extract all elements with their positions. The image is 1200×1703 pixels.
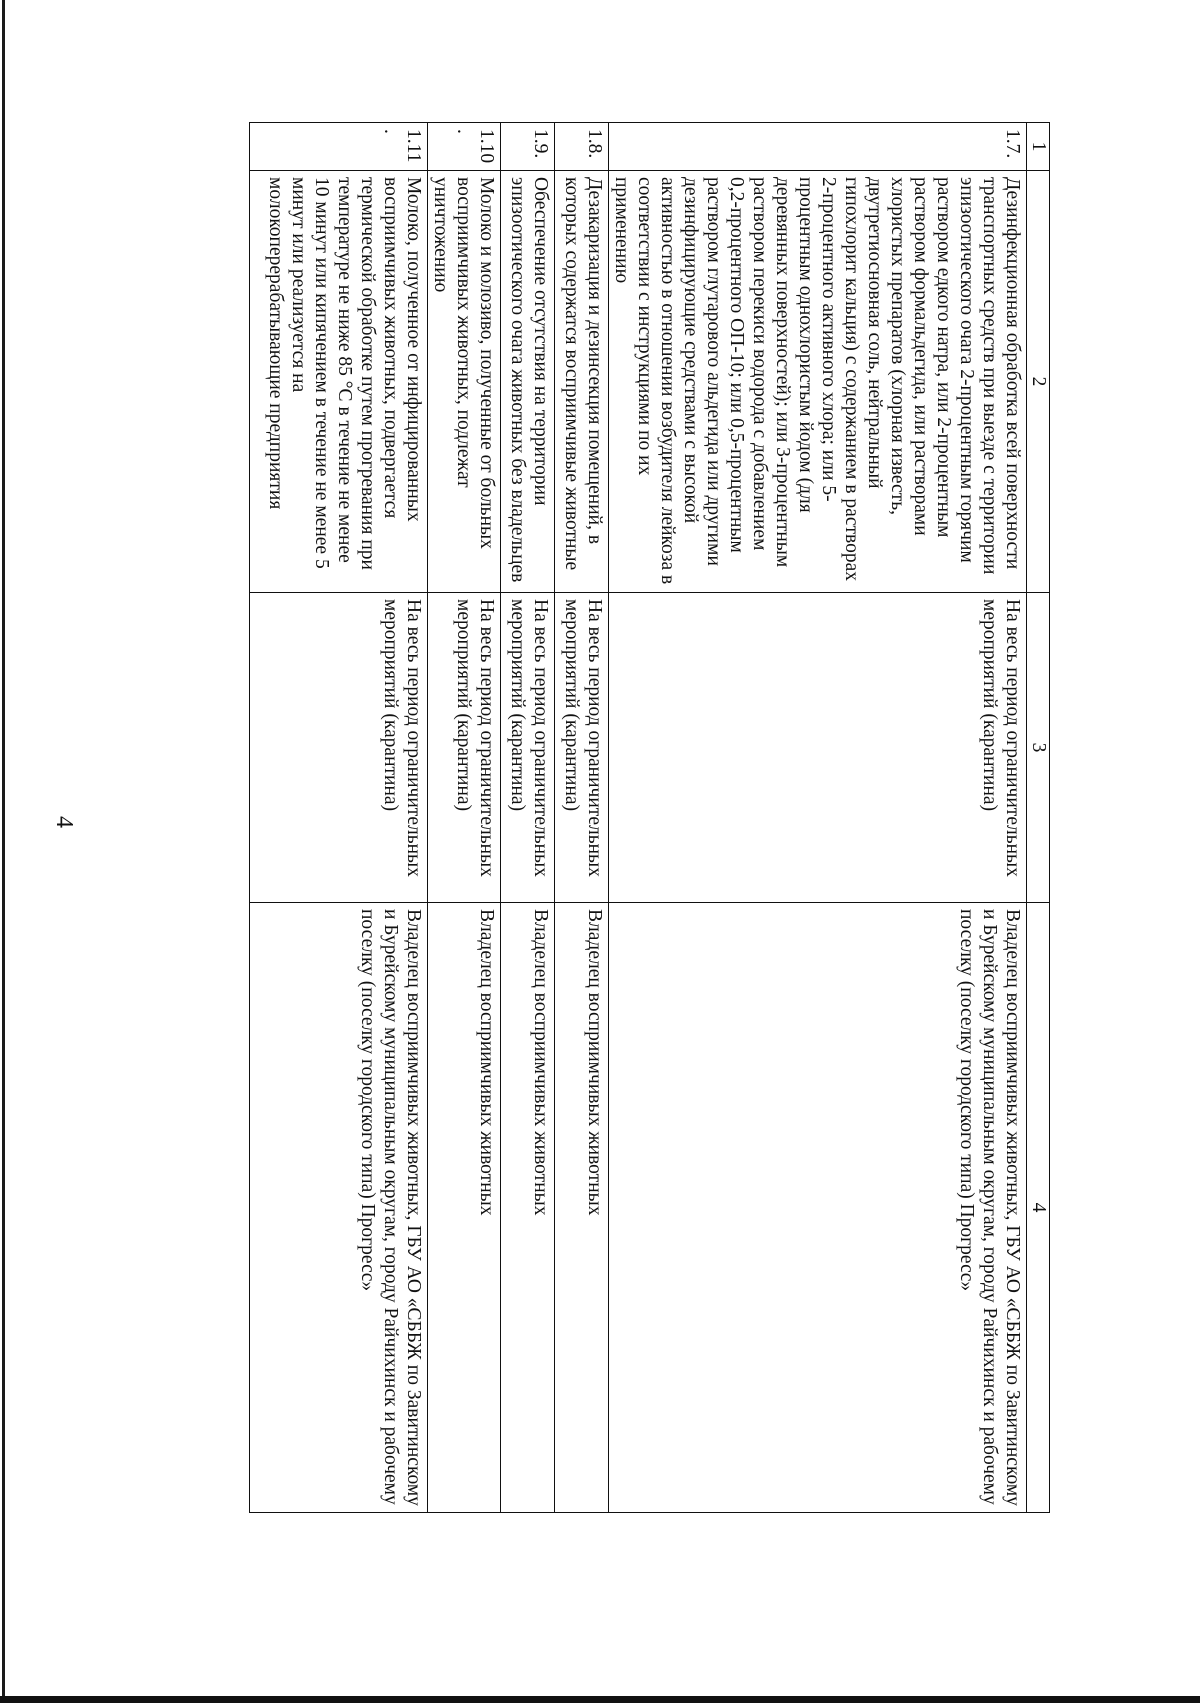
- table-header-row: [1027, 123, 1050, 1513]
- period-cell: На весь период ограничительных мероприятий (карантина): [555, 593, 609, 903]
- scan-edge-left: [2, 0, 5, 1703]
- responsible-cell: Владелец восприимчивых животных: [501, 903, 555, 1513]
- table-row: [609, 123, 1027, 1513]
- scan-edge-bottom: [0, 1696, 1200, 1703]
- column-header-2: 2: [1027, 171, 1050, 593]
- table-row: [501, 123, 555, 1513]
- responsible-cell: Владелец восприимчивых животных, ГБУ АО «СББЖ по Завитинскому и Бурейскому муниципальным округам, городу Райчихинск и рабочему поселку (поселку городского типа) Прогресс»: [250, 903, 428, 1513]
- row-number: 1.11.: [250, 123, 428, 171]
- rotated-page-content: [170, 122, 1050, 1512]
- period-cell: На весь период ограничительных мероприятий (карантина): [428, 593, 501, 903]
- measure-cell: Дезинфекционная обработка всей поверхности транспортных средств при выезде с территории эпизоотического очага 2-процентным горячим раствором едкого натра, или 2-процентным раствором формальдегида, или растворами хлористых препаратов (хлорная известь, двутретиосновная соль, нейтральный гипохлорит кальция) с содержанием в растворах 2-процентного активного хлора; или 5-процентным однохлористым йодом (для деревянных поверхностей); или 3-процентным раствором перекиси водорода с добавлением 0,2-процентного ОП-10; или 0,5-процентным раствором глутарового альдегида или другими дезинфицирующие средствами с высокой активностью в отношении возбудителя лейкоза в соответствии с инструкциями по их применению: [609, 171, 1027, 593]
- period-cell: На весь период ограничительных мероприятий (карантина): [609, 593, 1027, 903]
- measure-cell: Молоко и молозиво, полученные от больных восприимчивых животных, подлежат уничтожению: [428, 171, 501, 593]
- column-header-4: 4: [1027, 903, 1050, 1513]
- period-cell: На весь период ограничительных мероприятий (карантина): [250, 593, 428, 903]
- row-number: 1.9.: [501, 123, 555, 171]
- measure-cell: Обеспечение отсутствия на территории эпизоотического очага животных без владельцев: [501, 171, 555, 593]
- table-row: [555, 123, 609, 1513]
- period-cell: На весь период ограничительных мероприятий (карантина): [501, 593, 555, 903]
- measure-cell: Молоко, полученное от инфицированных восприимчивых животных, подвергается термической обработке путем прогревания при температуре не ниже 85 °С в течение не менее 10 минут или кипячением в течение не менее 5 минут или реализуется на молокоперерабатывающие предприятия: [250, 171, 428, 593]
- responsible-cell: Владелец восприимчивых животных, ГБУ АО «СББЖ по Завитинскому и Бурейскому муниципальным округам, городу Райчихинск и рабочему поселку (поселку городского типа) Прогресс»: [609, 903, 1027, 1513]
- measures-table: [249, 122, 1050, 1513]
- row-number: 1.10.: [428, 123, 501, 171]
- measure-cell: Дезакаризация и дезинсекция помещений, в которых содержатся восприимчивые животные: [555, 171, 609, 593]
- column-header-1: 1: [1027, 123, 1050, 171]
- responsible-cell: Владелец восприимчивых животных: [428, 903, 501, 1513]
- table-row: [250, 123, 428, 1513]
- page-number: 4: [51, 816, 77, 828]
- column-header-3: 3: [1027, 593, 1050, 903]
- table-row: [428, 123, 501, 1513]
- row-number: 1.8.: [555, 123, 609, 171]
- responsible-cell: Владелец восприимчивых животных: [555, 903, 609, 1513]
- row-number: 1.7.: [609, 123, 1027, 171]
